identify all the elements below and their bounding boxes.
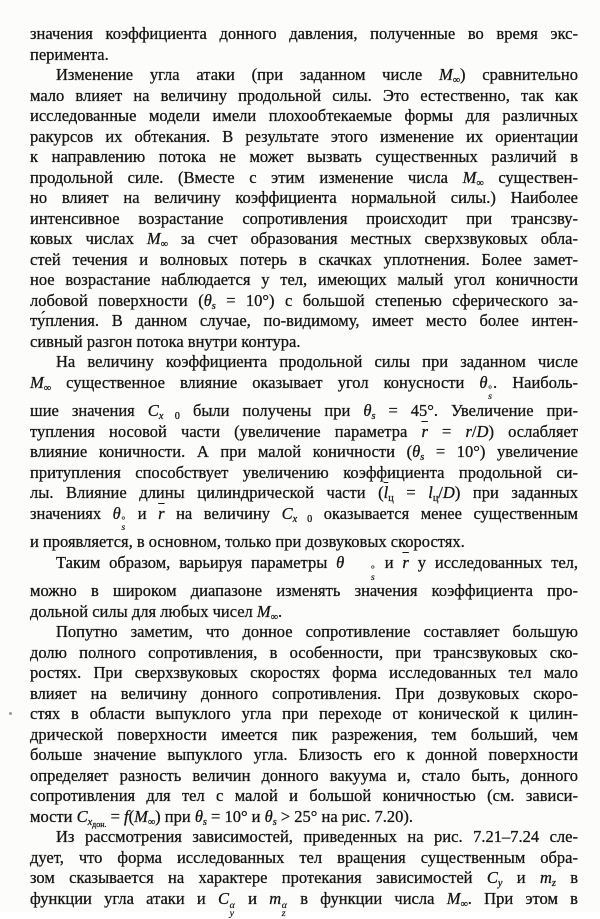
text-line: значения коэффициента донного давления, полученные во время экс- <box>30 24 578 43</box>
text-line: ное возрастание наблюдается у тел, имеющих малый угол коничности <box>30 270 578 289</box>
text-line: сивный разгон потока внутри контура. <box>30 331 301 351</box>
text-line: интенсивное возрастание сопротивления происходит при трансзву- <box>30 208 578 228</box>
text-line: Попутно заметим, что донное сопротивление составляет большую <box>56 622 578 642</box>
text-line: $M_\infty$ существенное влияние оказывает угол конусности θ ° s . Наиболь- <box>30 372 578 403</box>
text-line: ростях. При сверхзвуковых скоростях форма исследованных тел мало <box>30 663 578 683</box>
text-line: Таким образом, варьируя параметры θ ° s и $\overline{r}$ у исследованных тел, <box>56 552 578 583</box>
text-line: больше значение выпуклого угла. Близость его к донной поверхности <box>30 745 578 765</box>
scan-artifact-dot <box>9 712 12 715</box>
text-line: Изменение угла атаки (при заданном числе $M_\infty$) сравнительно <box>56 65 578 86</box>
text-line: исследованные модели имели плохообтекаемые формы для различных <box>30 106 578 125</box>
text-line: лобовой поверхности $(\theta_s = 10^\circ)$ с большой степенью сферического за- <box>30 290 578 312</box>
text-line: влияние коничности. А при малой коничности $(\theta_s = 10^\circ)$ увеличение <box>30 442 578 463</box>
text-line: стей течения и волновых потерь в скачках уплотнения. Более замет- <box>30 249 578 269</box>
text-line: можно в широком диапазоне изменять значения коэффициента про- <box>30 581 578 601</box>
text-line: мости $C_{x_{дон.}} = f(M_\infty)$ при $\theta_s = 10^\circ$ и $\theta_s > 25^\circ$ на рис. 7.20). <box>30 806 413 829</box>
text-line: лы. Влияние длины цилиндрической части $(\overline{l}_ц = l_ц/D)$ при заданных <box>30 483 578 504</box>
text-line: стях в области выпуклого угла при переходе от конической к цилин- <box>30 704 578 724</box>
text-line: мало влияет на величину продольной силы. Это естественно, так как <box>30 85 578 105</box>
text-line: дует, что форма исследованных тел вращения существенным обра- <box>30 847 578 867</box>
text-line: определяет разность величин донного вакуума и, стало быть, донного <box>30 765 578 785</box>
text-line: шие значения $C_{x 0}$ были получены при $\theta_s = 45^\circ$. Увеличение при- <box>30 401 578 422</box>
text-line: и проявляется, в основном, только при дозвуковых скоростях. <box>30 532 465 552</box>
text-line: ковых числах $M_\infty$ за счет образования местных сверхзвуковых обла- <box>30 229 578 250</box>
text-line: Из рассмотрения зависимостей, приведенных на рис. 7.21–7.24 сле- <box>56 827 578 847</box>
text-line: ту́пления. В данном случае, по-видимому, имеет место более интен- <box>30 311 578 330</box>
text-line: дрической поверхности имеется пик разрежения, тем больший, чем <box>30 724 578 744</box>
text-column <box>30 24 578 917</box>
text-line: к направлению потока не может вызвать существенных различий в <box>30 147 578 166</box>
text-line: влияет на величину донного сопротивления. При дозвуковых скоро- <box>30 683 578 703</box>
text-line: перимента. <box>30 44 109 64</box>
text-line: зом сказывается на характере протекания зависимостей $C_y$ и $m_z$ в <box>30 868 578 890</box>
text-line: значениях θ ° s и $\overline{r}$ на величину $C_{x 0}$ оказывается менее существенным <box>30 503 578 534</box>
text-line: ракурсов их обтекания. В результате этого изменение их ориентации <box>30 126 578 146</box>
text-line: долю полного сопротивления, в особенности, при трансзвуковых ско- <box>30 642 578 662</box>
text-line: тупления носовой части (увеличение параметра $\overline{r} = r/D$) ослабляет <box>30 421 578 441</box>
text-line: но влияет на величину коэффициента нормальной силы.) Наиболее <box>30 188 578 207</box>
text-line: притупления способствует увеличению коэффициента продольной си- <box>30 462 578 482</box>
text-line: На величину коэффициента продольной силы при заданном числе <box>56 352 578 371</box>
text-line: сопротивления для тел с малой и большой коничностью (см. зависи- <box>30 786 578 806</box>
text-line: функции угла атаки и C α y и m α z в функции числа $M_\infty$. При этом в <box>30 888 578 919</box>
text-line: дольной силы для любых чисел $M_\infty$. <box>30 601 283 623</box>
text-line: продольной силе. (Вместе с этим изменение числа $M_\infty$ существен- <box>30 167 578 189</box>
